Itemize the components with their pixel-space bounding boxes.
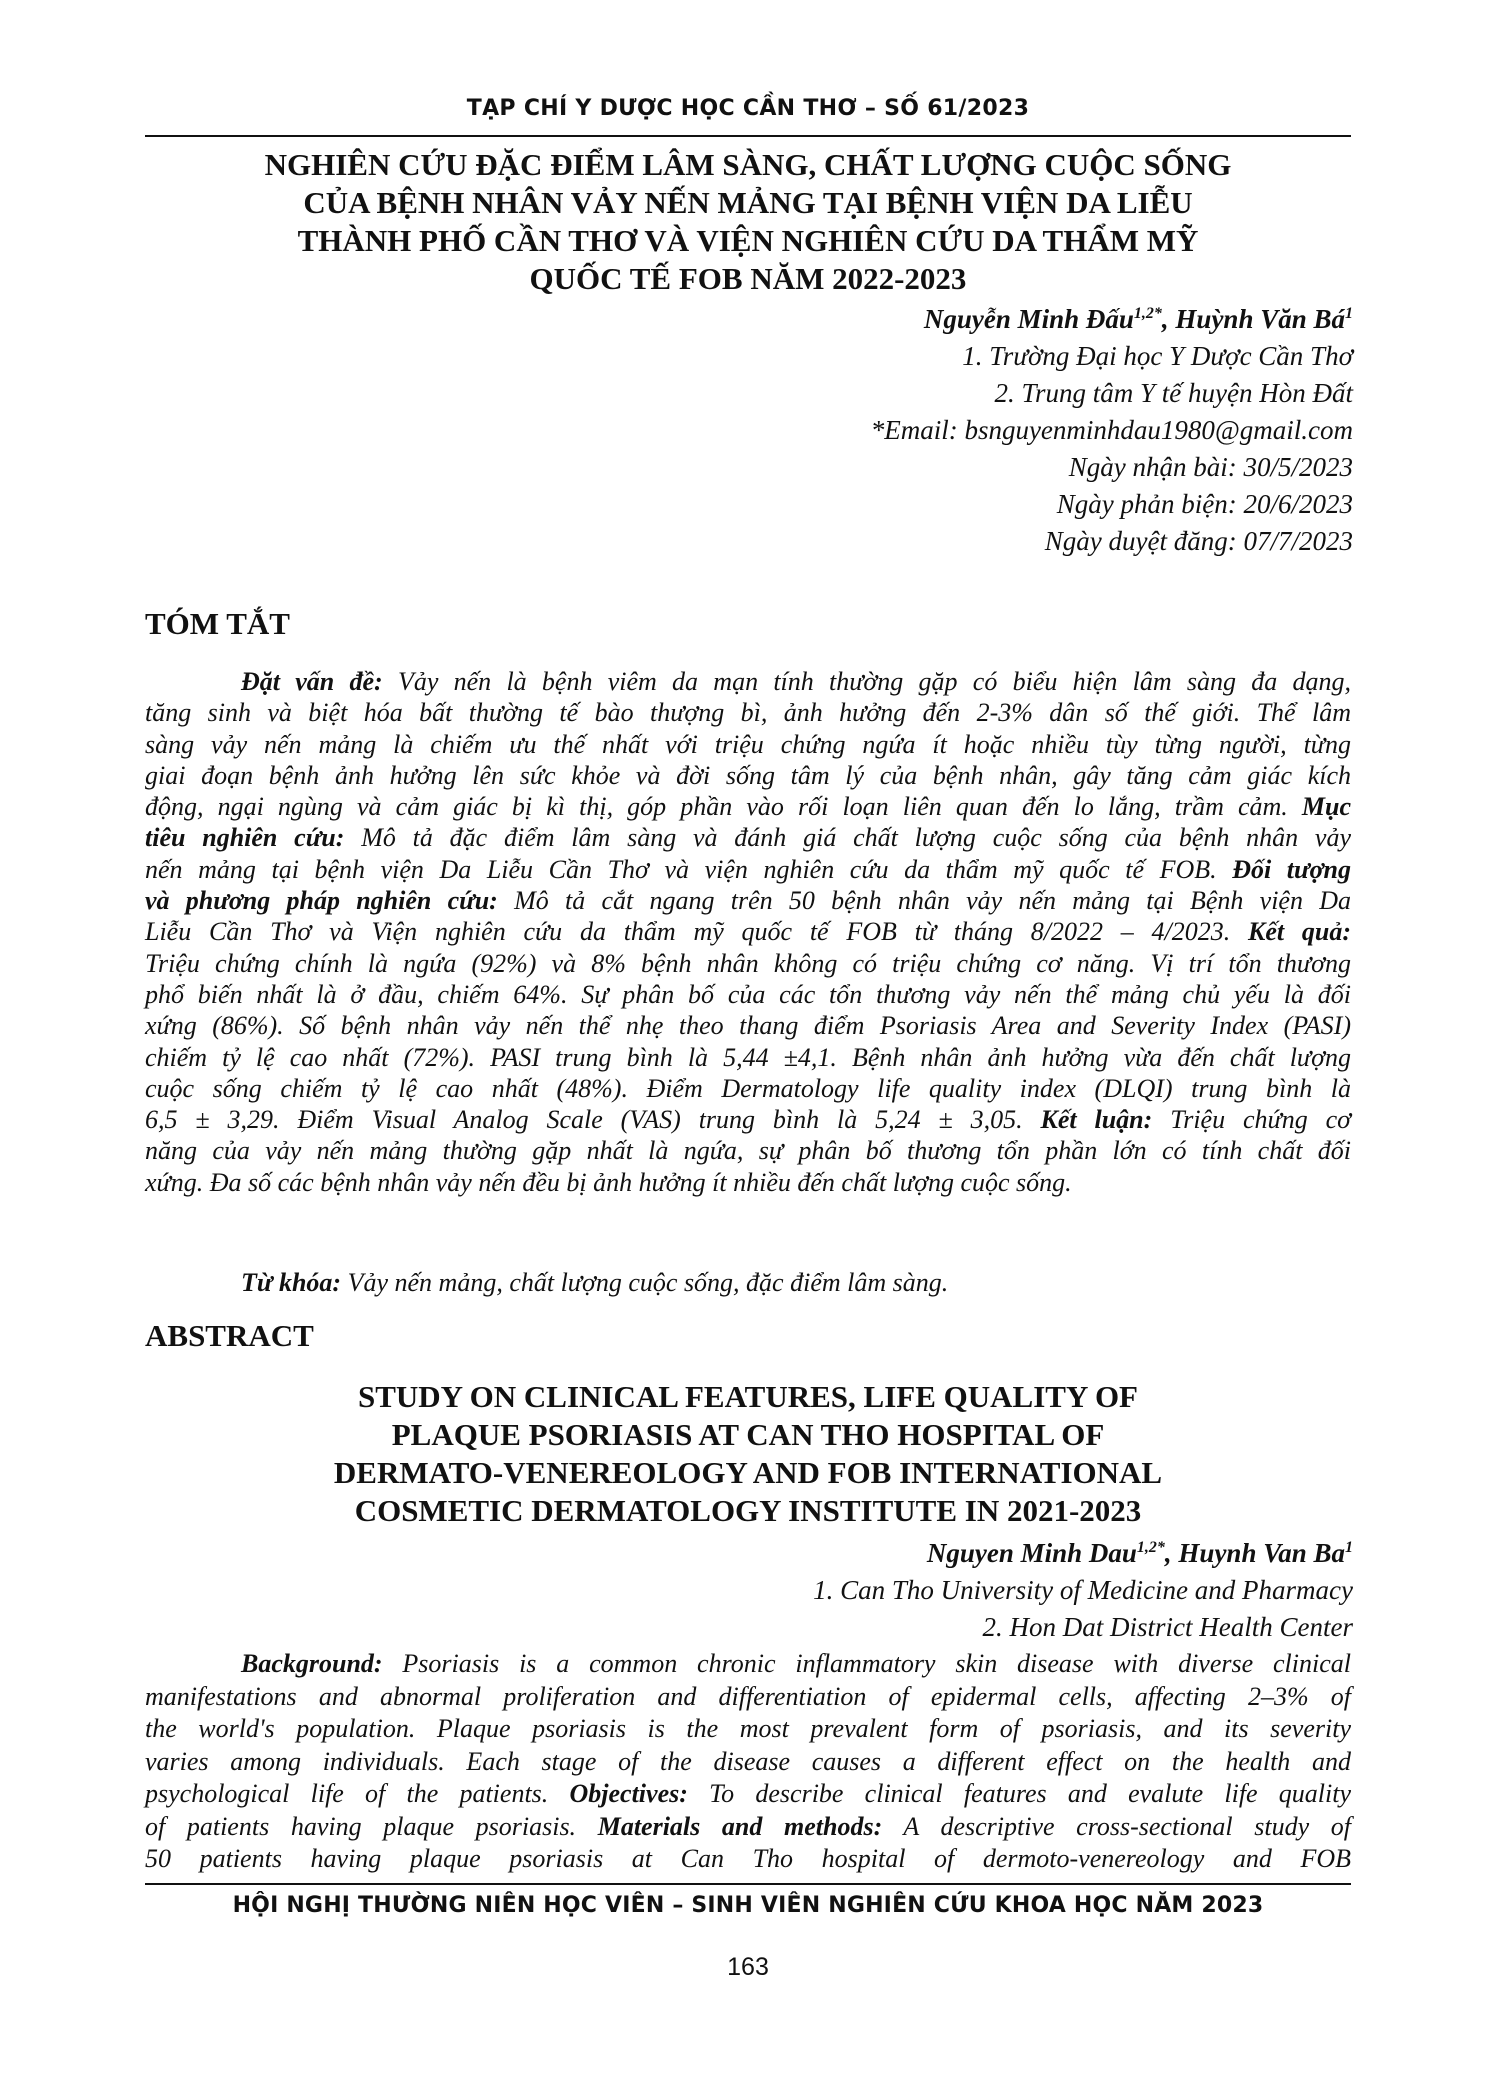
text-run: 50 patients having plaque psoriasis at Can Tho hospital of dermoto-venereology and FOB xyxy=(145,1844,1351,1873)
text-run: nến mảng tại bệnh viện Da Liễu Cần Thơ và viện nghiên cứu da thẩm mỹ quốc tế FOB. xyxy=(145,854,1233,884)
affiliation-line: 1. Can Tho University of Medicine and Pharmacy xyxy=(813,1575,1353,1605)
bold-run: Objectives: xyxy=(569,1779,688,1808)
vietnamese-abstract xyxy=(145,666,1351,1198)
header-rule xyxy=(145,135,1351,137)
title-line: NGHIÊN CỨU ĐẶC ĐIỂM LÂM SÀNG, CHẤT LƯỢNG CUỘC SỐNG xyxy=(264,147,1232,182)
text-line xyxy=(145,1778,1351,1811)
bold-run: Background: xyxy=(241,1649,383,1678)
bold-run: Kết quả: xyxy=(1248,917,1351,947)
text-run: of patients having plaque psoriasis. xyxy=(145,1811,598,1841)
author-name: Nguyen Minh Dau xyxy=(926,1538,1137,1568)
text-run: giai đoạn bệnh ảnh hưởng lên sức khỏe và đời sống tâm lý của bệnh nhân, gây tăng cảm giác kích xyxy=(145,760,1351,790)
text-line xyxy=(145,1167,1351,1198)
accepted-date: Ngày duyệt đăng: 07/7/2023 xyxy=(1044,526,1353,556)
author-name: Nguyễn Minh Đấu xyxy=(923,304,1134,334)
text-line xyxy=(145,885,1351,916)
affiliation-line: 1. Trường Đại học Y Dược Cần Thơ xyxy=(962,341,1353,371)
text-line xyxy=(145,1648,1351,1681)
text-run: Mô tả cắt ngang trên 50 bệnh nhân vảy nến mảng tại Bệnh viện Da xyxy=(497,886,1351,916)
running-footer: HỘI NGHỊ THƯỜNG NIÊN HỌC VIÊN – SINH VIÊN NGHIÊN CỨU KHOA HỌC NĂM 2023 xyxy=(232,1893,1264,1918)
text-run: Liễu Cần Thơ và Viện nghiên cứu da thẩm mỹ quốc tế FOB từ tháng 8/2022 – 4/2023. xyxy=(145,917,1248,947)
text-run: tăng sinh và biệt hóa bất thường tế bào thượng bì, ảnh hưởng đến 2-3% dân số thế giới. Thể lâm xyxy=(145,698,1351,728)
english-abstract xyxy=(145,1648,1351,1876)
text-line xyxy=(145,666,1351,697)
text-line xyxy=(145,1681,1351,1714)
keywords-label: Từ khóa: xyxy=(241,1268,342,1297)
author-superscript: 1,2* xyxy=(1136,1539,1165,1556)
bold-run: tiêu nghiên cứu: xyxy=(145,823,345,853)
text-run: chiếm tỷ lệ cao nhất (72%). PASI trung bình là 5,44 ±4,1. Bệnh nhân ảnh hưởng vừa đến chất lượng xyxy=(145,1042,1351,1072)
text-line xyxy=(145,697,1351,728)
footer-rule xyxy=(145,1883,1351,1885)
text-line xyxy=(145,854,1351,885)
running-header: TẠP CHÍ Y DƯỢC HỌC CẦN THƠ – SỐ 61/2023 xyxy=(466,96,1030,121)
keywords-text: Vảy nến mảng, chất lượng cuộc sống, đặc điểm lâm sàng. xyxy=(341,1268,949,1297)
affiliation-line: 2. Hon Dat District Health Center xyxy=(982,1612,1353,1642)
text-line xyxy=(145,1073,1351,1104)
author-name: Huỳnh Văn Bá xyxy=(1175,304,1345,334)
text-line xyxy=(145,729,1351,760)
page-number: 163 xyxy=(727,1953,769,1981)
bold-run: Đặt vấn đề: xyxy=(241,667,383,696)
title-line: QUỐC TẾ FOB NĂM 2022-2023 xyxy=(529,261,967,296)
text-run: manifestations and abnormal proliferation and differentiation of epidermal cells, affecting 2–3% of xyxy=(145,1681,1351,1711)
title-line: CỦA BỆNH NHÂN VẢY NẾN MẢNG TẠI BỆNH VIỆN DA LIỄU xyxy=(303,185,1193,220)
text-run: Psoriasis is a common chronic inflammatory skin disease with diverse clinical xyxy=(382,1649,1351,1678)
author-superscript: 1 xyxy=(1345,305,1353,322)
text-run: the world's population. Plaque psoriasis is the most prevalent form of psoriasis, and its severity xyxy=(145,1714,1351,1743)
author-name: Huynh Van Ba xyxy=(1178,1538,1345,1568)
author-superscript: 1,2* xyxy=(1133,305,1162,322)
text-run: sàng vảy nến mảng là chiếm ưu thế nhất với triệu chứng ngứa ít hoặc nhiều tùy từng người, từng xyxy=(145,729,1351,759)
keywords-line xyxy=(241,1268,948,1298)
text-line xyxy=(145,1811,1351,1844)
english-title xyxy=(160,1378,1336,1530)
author-separator: , xyxy=(1161,304,1176,334)
text-run: Vảy nến là bệnh viêm da mạn tính thường gặp có biểu hiện lâm sàng đa dạng, xyxy=(382,667,1352,696)
email-line: *Email: bsnguyenminhdau1980@gmail.com xyxy=(870,415,1353,445)
text-run: varies among individuals. Each stage of the disease causes a different effect on the health and xyxy=(145,1746,1351,1776)
text-run: Triệu chứng cơ xyxy=(1152,1105,1351,1135)
title-line: THÀNH PHỐ CẦN THƠ VÀ VIỆN NGHIÊN CỨU DA THẨM MỸ xyxy=(297,223,1199,258)
text-run: động, ngại ngùng và cảm giác bị kì thị, góp phần vào rối loạn liên quan đến lo lắng, trầm cảm. xyxy=(145,792,1302,822)
author-list xyxy=(453,1535,1353,1572)
affiliation-line: 2. Trung tâm Y tế huyện Hòn Đất xyxy=(994,378,1353,408)
text-line xyxy=(145,822,1351,853)
text-run: cuộc sống chiếm tỷ lệ cao nhất (48%). Điểm Dermatology life quality index (DLQI) trung bình là xyxy=(145,1073,1351,1103)
text-line xyxy=(145,1010,1351,1041)
text-line xyxy=(145,916,1351,947)
title-line: STUDY ON CLINICAL FEATURES, LIFE QUALITY OF xyxy=(357,1379,1138,1414)
bold-run: và phương pháp nghiên cứu: xyxy=(145,886,498,916)
abstract-heading: ABSTRACT xyxy=(145,1318,314,1353)
title-line: PLAQUE PSORIASIS AT CAN THO HOSPITAL OF xyxy=(391,1417,1105,1452)
author-list xyxy=(453,301,1353,338)
text-run: Triệu chứng chính là ngứa (92%) và 8% bệnh nhân không có triệu chứng cơ năng. Vị trí tổn thương xyxy=(145,948,1351,978)
received-date: Ngày nhận bài: 30/5/2023 xyxy=(1068,452,1353,482)
title-line: DERMATO-VENEREOLOGY AND FOB INTERNATIONAL xyxy=(333,1455,1163,1490)
text-line xyxy=(145,1135,1351,1166)
text-run: xứng (86%). Số bệnh nhân vảy nến thể nhẹ theo thang điểm Psoriasis Area and Severity Index (PASI) xyxy=(145,1011,1351,1041)
text-line xyxy=(145,760,1351,791)
text-line xyxy=(145,1042,1351,1073)
vietnamese-author-block xyxy=(453,301,1353,560)
text-line xyxy=(145,948,1351,979)
text-run: năng của vảy nến mảng thường gặp nhất là ngứa, sự phân bố thương tổn phần lớn có tính chất đối xyxy=(145,1136,1351,1166)
text-run: 6,5 ± 3,29. Điểm Visual Analog Scale (VAS) trung bình là 5,24 ± 3,05. xyxy=(145,1105,1041,1135)
text-run: psychological life of the patients. xyxy=(145,1779,570,1808)
title-line: COSMETIC DERMATOLOGY INSTITUTE IN 2021-2023 xyxy=(354,1493,1142,1528)
bold-run: Kết luận: xyxy=(1040,1105,1153,1135)
bold-run: Materials and methods: xyxy=(597,1811,883,1841)
bold-run: Mục xyxy=(1301,792,1351,822)
text-line xyxy=(145,1104,1351,1135)
text-line xyxy=(145,1713,1351,1746)
author-superscript: 1 xyxy=(1345,1539,1353,1556)
tom-tat-heading: TÓM TẮT xyxy=(145,606,290,641)
text-line xyxy=(145,979,1351,1010)
text-line xyxy=(145,1746,1351,1779)
text-run: To describe clinical features and evalute life quality xyxy=(687,1779,1351,1808)
english-author-block xyxy=(453,1535,1353,1646)
text-line xyxy=(145,791,1351,822)
text-line xyxy=(145,1843,1351,1876)
text-run: A descriptive cross-sectional study of xyxy=(882,1811,1352,1841)
author-separator: , xyxy=(1164,1538,1179,1568)
reviewed-date: Ngày phản biện: 20/6/2023 xyxy=(1056,489,1353,519)
text-run: phổ biến nhất là ở đầu, chiếm 64%. Sự phân bố của các tổn thương vảy nến thể mảng chủ yếu là đối xyxy=(145,979,1351,1009)
vietnamese-title xyxy=(160,146,1336,298)
text-run: xứng. Đa số các bệnh nhân vảy nến đều bị ảnh hưởng ít nhiều đến chất lượng cuộc sống. xyxy=(145,1167,1072,1197)
bold-run: Đối tượng xyxy=(1232,854,1351,884)
text-run: Mô tả đặc điểm lâm sàng và đánh giá chất lượng cuộc sống của bệnh nhân vảy xyxy=(344,823,1352,853)
